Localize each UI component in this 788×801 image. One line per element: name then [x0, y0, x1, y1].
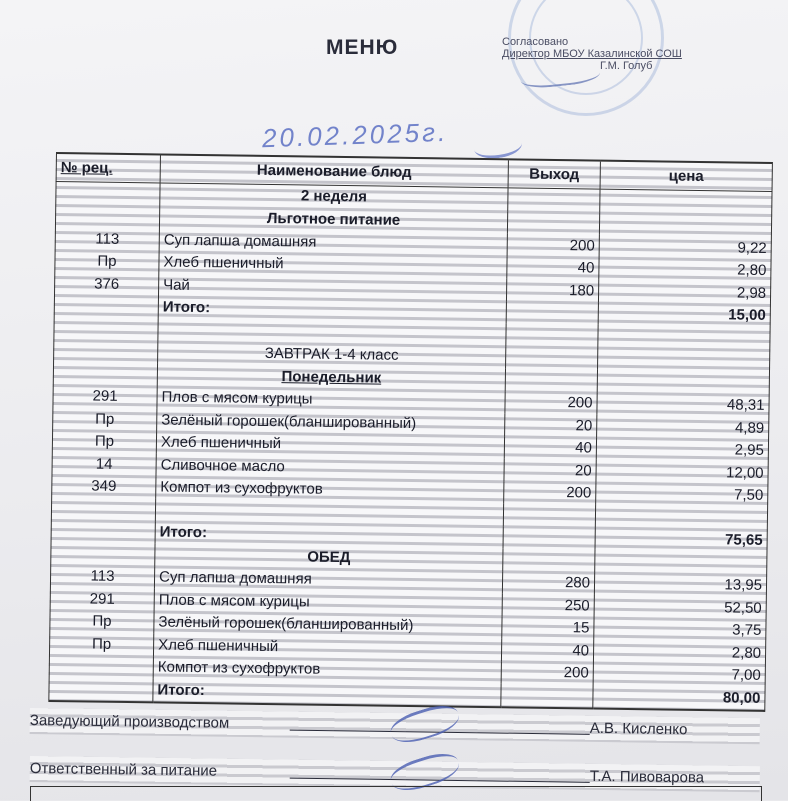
- empty-cell: [505, 369, 597, 393]
- header-recipe-number: № рец.: [56, 153, 160, 183]
- dish-name: Компот из сухофруктов: [156, 476, 504, 503]
- dish-name: Хлеб пшеничный: [153, 634, 501, 661]
- empty-cell: [600, 189, 772, 214]
- empty-cell: [598, 325, 770, 350]
- handwritten-date: 20.02.2025г.: [261, 116, 449, 154]
- dish-output: 200: [505, 391, 597, 415]
- empty-cell: [55, 205, 159, 229]
- recipe-number: 113: [55, 227, 159, 251]
- recipe-number: Пр: [55, 250, 159, 274]
- dish-output: 180: [506, 279, 598, 303]
- menu-table: [48, 152, 773, 712]
- signature-row-production: [30, 708, 760, 744]
- dish-output: 15: [502, 616, 594, 640]
- header-dish-name: Наименование блюд: [160, 154, 508, 188]
- dish-output: 20: [505, 414, 597, 438]
- dish-price: 12,00: [596, 460, 768, 485]
- section-heading: ОБЕД: [155, 544, 503, 571]
- empty-cell: [595, 505, 767, 530]
- recipe-number: Пр: [52, 430, 156, 454]
- section-heading: Льготное питание: [159, 206, 507, 233]
- section-heading: ЗАВТРАК 1-4 класс: [158, 341, 506, 368]
- dish-name: Сливочное масло: [156, 454, 504, 481]
- dish-output: 200: [501, 661, 593, 685]
- dish-output: 40: [504, 436, 596, 460]
- dish-price: 7,00: [593, 662, 765, 687]
- table-bottom-edge: [30, 786, 762, 801]
- dish-name: Хлеб пшеничный: [159, 251, 507, 278]
- empty-cell: [599, 212, 771, 237]
- empty-cell: [598, 347, 770, 372]
- approval-line-1: Согласовано: [502, 36, 569, 48]
- dish-price: 7,50: [596, 482, 768, 507]
- empty-cell: [503, 549, 595, 573]
- total-price: 15,00: [598, 302, 770, 327]
- signature-name: А.В. Кисленко: [589, 719, 688, 739]
- empty-cell: [595, 550, 767, 575]
- empty-cell: [506, 301, 598, 325]
- signature-name: Т.А. Пивоварова: [589, 767, 705, 787]
- header-price: цена: [600, 161, 772, 192]
- dish-price: 9,22: [599, 235, 771, 260]
- approval-line-3: Г.М. Голуб: [600, 60, 653, 72]
- dish-output: 280: [502, 571, 594, 595]
- dish-output: 20: [504, 459, 596, 483]
- dish-price: 3,75: [594, 617, 766, 642]
- dish-name: Чай: [158, 274, 506, 301]
- empty-cell: [506, 324, 598, 348]
- recipe-number: [49, 655, 153, 679]
- dish-name: Зелёный горошек(бланшированный): [157, 409, 505, 436]
- empty-cell: [51, 520, 155, 544]
- recipe-number: 291: [53, 385, 157, 409]
- empty-cell: [51, 497, 155, 521]
- dish-output: 40: [501, 639, 593, 663]
- dish-name: Суп лапша домашняя: [159, 229, 507, 256]
- recipe-number: 349: [52, 475, 156, 499]
- dish-price: 4,89: [597, 415, 769, 440]
- total-price: 75,65: [595, 527, 767, 552]
- empty-cell: [501, 684, 593, 709]
- empty-cell: [508, 188, 600, 212]
- dish-output: 200: [504, 481, 596, 505]
- empty-cell: [51, 542, 155, 566]
- recipe-number: Пр: [50, 610, 154, 634]
- empty-cell: [597, 370, 769, 395]
- signature-role: Ответственный за питание: [29, 759, 218, 780]
- dish-price: 48,31: [597, 392, 769, 417]
- empty-cell: [54, 295, 158, 319]
- date-scribble: [473, 132, 524, 161]
- dish-name: Компот из сухофруктов: [153, 656, 501, 683]
- signature-role: Заведующий производством: [29, 711, 230, 732]
- empty-cell: [53, 362, 157, 386]
- total-price: 80,00: [593, 685, 765, 711]
- dish-output: 250: [502, 594, 594, 618]
- dish-price: 2,80: [599, 257, 771, 282]
- recipe-number: 291: [50, 587, 154, 611]
- dish-price: 2,80: [593, 640, 765, 665]
- dish-price: 52,50: [594, 595, 766, 620]
- dish-price: 2,98: [598, 280, 770, 305]
- dish-output: 200: [507, 234, 599, 258]
- total-label: Итого:: [153, 679, 501, 708]
- dish-output: 40: [507, 256, 599, 280]
- empty-cell: [54, 317, 158, 341]
- section-heading: Понедельник: [157, 364, 505, 391]
- dish-name: Плов с мясом курицы: [154, 589, 502, 616]
- header-output: Выход: [508, 159, 600, 189]
- section-heading: 2 неделя: [160, 183, 508, 211]
- document-title: МЕНЮ: [326, 36, 399, 59]
- recipe-number: Пр: [53, 407, 157, 431]
- empty-cell: [507, 211, 599, 235]
- total-label: Итого:: [158, 296, 506, 323]
- approval-line-2: Директор МБОУ Казалинской СОШ: [502, 48, 682, 60]
- dish-name: Суп лапша домашняя: [154, 566, 502, 593]
- dish-name: Хлеб пшеничный: [156, 431, 504, 458]
- empty-cell: [503, 504, 595, 528]
- empty-cell: [506, 346, 598, 370]
- empty-cell: [56, 182, 160, 207]
- recipe-number: 376: [55, 272, 159, 296]
- dish-price: 2,95: [596, 437, 768, 462]
- recipe-number: 14: [52, 452, 156, 476]
- recipe-number: Пр: [49, 632, 153, 656]
- empty-cell: [49, 677, 153, 702]
- menu-table-body: [49, 153, 773, 711]
- recipe-number: 113: [50, 565, 154, 589]
- total-label: Итого:: [155, 521, 503, 548]
- dish-name: Плов с мясом курицы: [157, 386, 505, 413]
- empty-cell: [503, 526, 595, 550]
- empty-cell: [54, 340, 158, 364]
- dish-price: 13,95: [594, 572, 766, 597]
- dish-name: Зелёный горошек(бланшированный): [154, 611, 502, 638]
